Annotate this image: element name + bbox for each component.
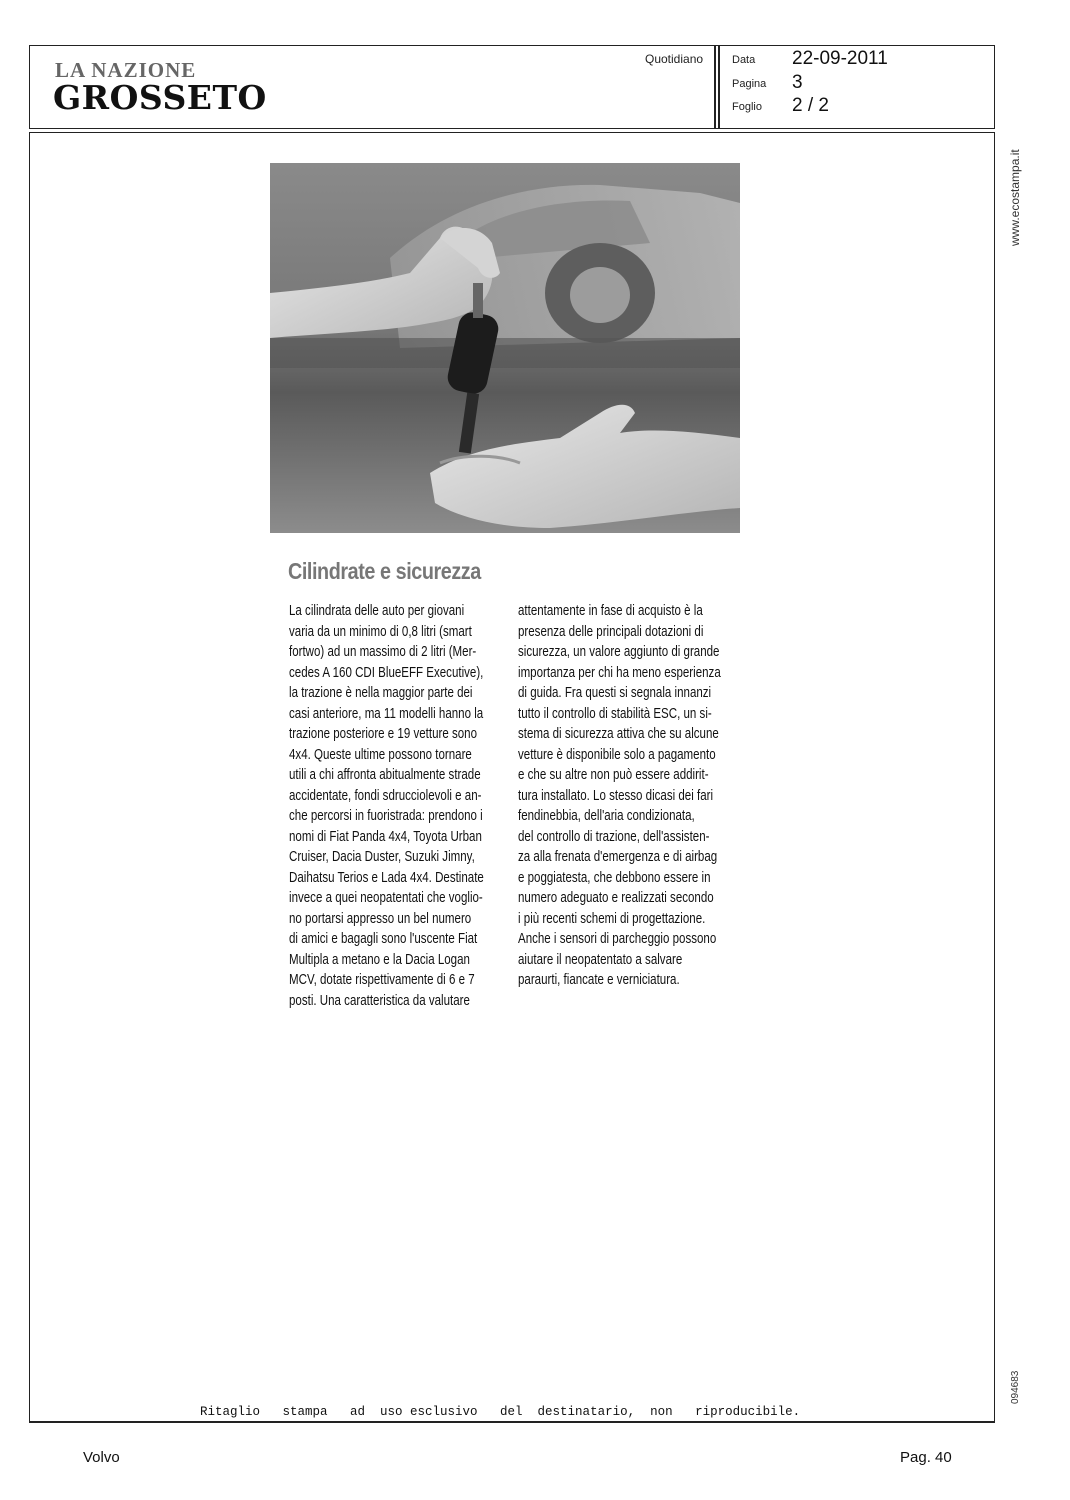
article-line: accidentate, fondi sdrucciolevoli e an- bbox=[289, 787, 482, 804]
article-line: fortwo) ad un massimo di 2 litri (Mer- bbox=[289, 644, 477, 660]
article-line: tura installato. Lo stesso dicasi dei fari bbox=[518, 787, 714, 804]
article-line: cedes A 160 CDI BlueEFF Executive), bbox=[289, 664, 484, 681]
masthead-main: GROSSETO bbox=[53, 78, 267, 117]
article-line: la trazione è nella maggior parte dei bbox=[289, 685, 473, 701]
side-code: 094683 bbox=[1010, 1370, 1021, 1404]
article-line: importanza per chi ha meno esperienza bbox=[518, 664, 721, 681]
article-line: no portarsi appresso un bel numero bbox=[289, 910, 472, 927]
article-line: Daihatsu Terios e Lada 4x4. Destinate bbox=[289, 869, 484, 886]
article-line: aiutare il neopatentato a salvare bbox=[518, 951, 683, 968]
article-line: utili a chi affronta abitualmente strade bbox=[289, 767, 481, 783]
article-line: Multipla a metano e la Dacia Logan bbox=[289, 951, 470, 968]
meta-value-foglio: 2 / 2 bbox=[792, 95, 829, 116]
publication-type: Quotidiano bbox=[645, 52, 704, 66]
meta-value-pagina: 3 bbox=[792, 72, 803, 93]
article-line: za alla frenata d'emergenza e di airbag bbox=[518, 849, 718, 865]
article-line: La cilindrata delle auto per giovani bbox=[289, 603, 465, 619]
article-line: casi anteriore, ma 11 modelli hanno la bbox=[289, 705, 484, 722]
article-line: trazione posteriore e 19 vetture sono bbox=[289, 726, 477, 742]
footer-page: Pag. 40 bbox=[900, 1449, 952, 1466]
article-line: di amici e bagagli sono l'uscente Fiat bbox=[289, 931, 478, 947]
article-line: invece a quei neopatentati che voglio- bbox=[289, 890, 483, 906]
side-url: www.ecostampa.it bbox=[1008, 149, 1022, 246]
article-line: Cruiser, Dacia Duster, Suzuki Jimny, bbox=[289, 849, 475, 865]
article-line: tutto il controllo di stabilità ESC, un si- bbox=[518, 705, 712, 722]
meta-label-foglio: Foglio bbox=[732, 101, 762, 113]
article-line: e che su altre non può essere addirit- bbox=[518, 767, 709, 783]
article-line: posti. Una caratteristica da valutare bbox=[289, 992, 470, 1009]
meta-label-pagina: Pagina bbox=[732, 78, 767, 90]
header-divider bbox=[718, 46, 720, 128]
article-line: che percorsi in fuoristrada: prendono i bbox=[289, 808, 483, 824]
article-line: e poggiatesta, che debbono essere in bbox=[518, 869, 711, 886]
article-line: attentamente in fase di acquisto è la bbox=[518, 603, 703, 619]
car-key-photo bbox=[270, 163, 740, 533]
article-line: varia da un minimo di 0,8 litri (smart bbox=[289, 623, 472, 640]
article-line: fendinebbia, dell'aria condizionata, bbox=[518, 808, 695, 824]
article-line: di guida. Fra questi si segnala innanzi bbox=[518, 685, 712, 701]
article-line: Anche i sensori di parcheggio possono bbox=[518, 931, 717, 947]
article-line: paraurti, fiancate e verniciatura. bbox=[518, 972, 680, 988]
article-line: nomi di Fiat Panda 4x4, Toyota Urban bbox=[289, 828, 482, 845]
footer-client: Volvo bbox=[83, 1449, 120, 1466]
article-line: sicurezza, un valore aggiunto di grande bbox=[518, 644, 720, 660]
article-line: 4x4. Queste ultime possono tornare bbox=[289, 746, 472, 763]
article-line: vetture è disponibile solo a pagamento bbox=[518, 746, 716, 763]
disclaimer: Ritaglio stampa ad uso esclusivo del destinatario, non riproducibile. bbox=[200, 1405, 801, 1419]
article-column-right bbox=[518, 601, 770, 991]
article-line: stema di sicurezza attiva che su alcune bbox=[518, 726, 719, 742]
header-divider bbox=[714, 46, 716, 128]
article-line: del controllo di trazione, dell'assisten- bbox=[518, 828, 710, 845]
article-line: presenza delle principali dotazioni di bbox=[518, 623, 704, 640]
masthead-top: LA NAZIONE bbox=[55, 58, 197, 82]
article-line: MCV, dotate rispettivamente di 6 e 7 bbox=[289, 972, 475, 988]
article-line: numero adeguato e realizzati secondo bbox=[518, 890, 714, 906]
article-line: i più recenti schemi di progettazione. bbox=[518, 910, 706, 927]
article-headline: Cilindrate e sicurezza bbox=[288, 558, 481, 584]
meta-value-data: 22-09-2011 bbox=[792, 48, 888, 69]
article-column-left bbox=[289, 601, 541, 1011]
meta-label-data: Data bbox=[732, 54, 756, 66]
